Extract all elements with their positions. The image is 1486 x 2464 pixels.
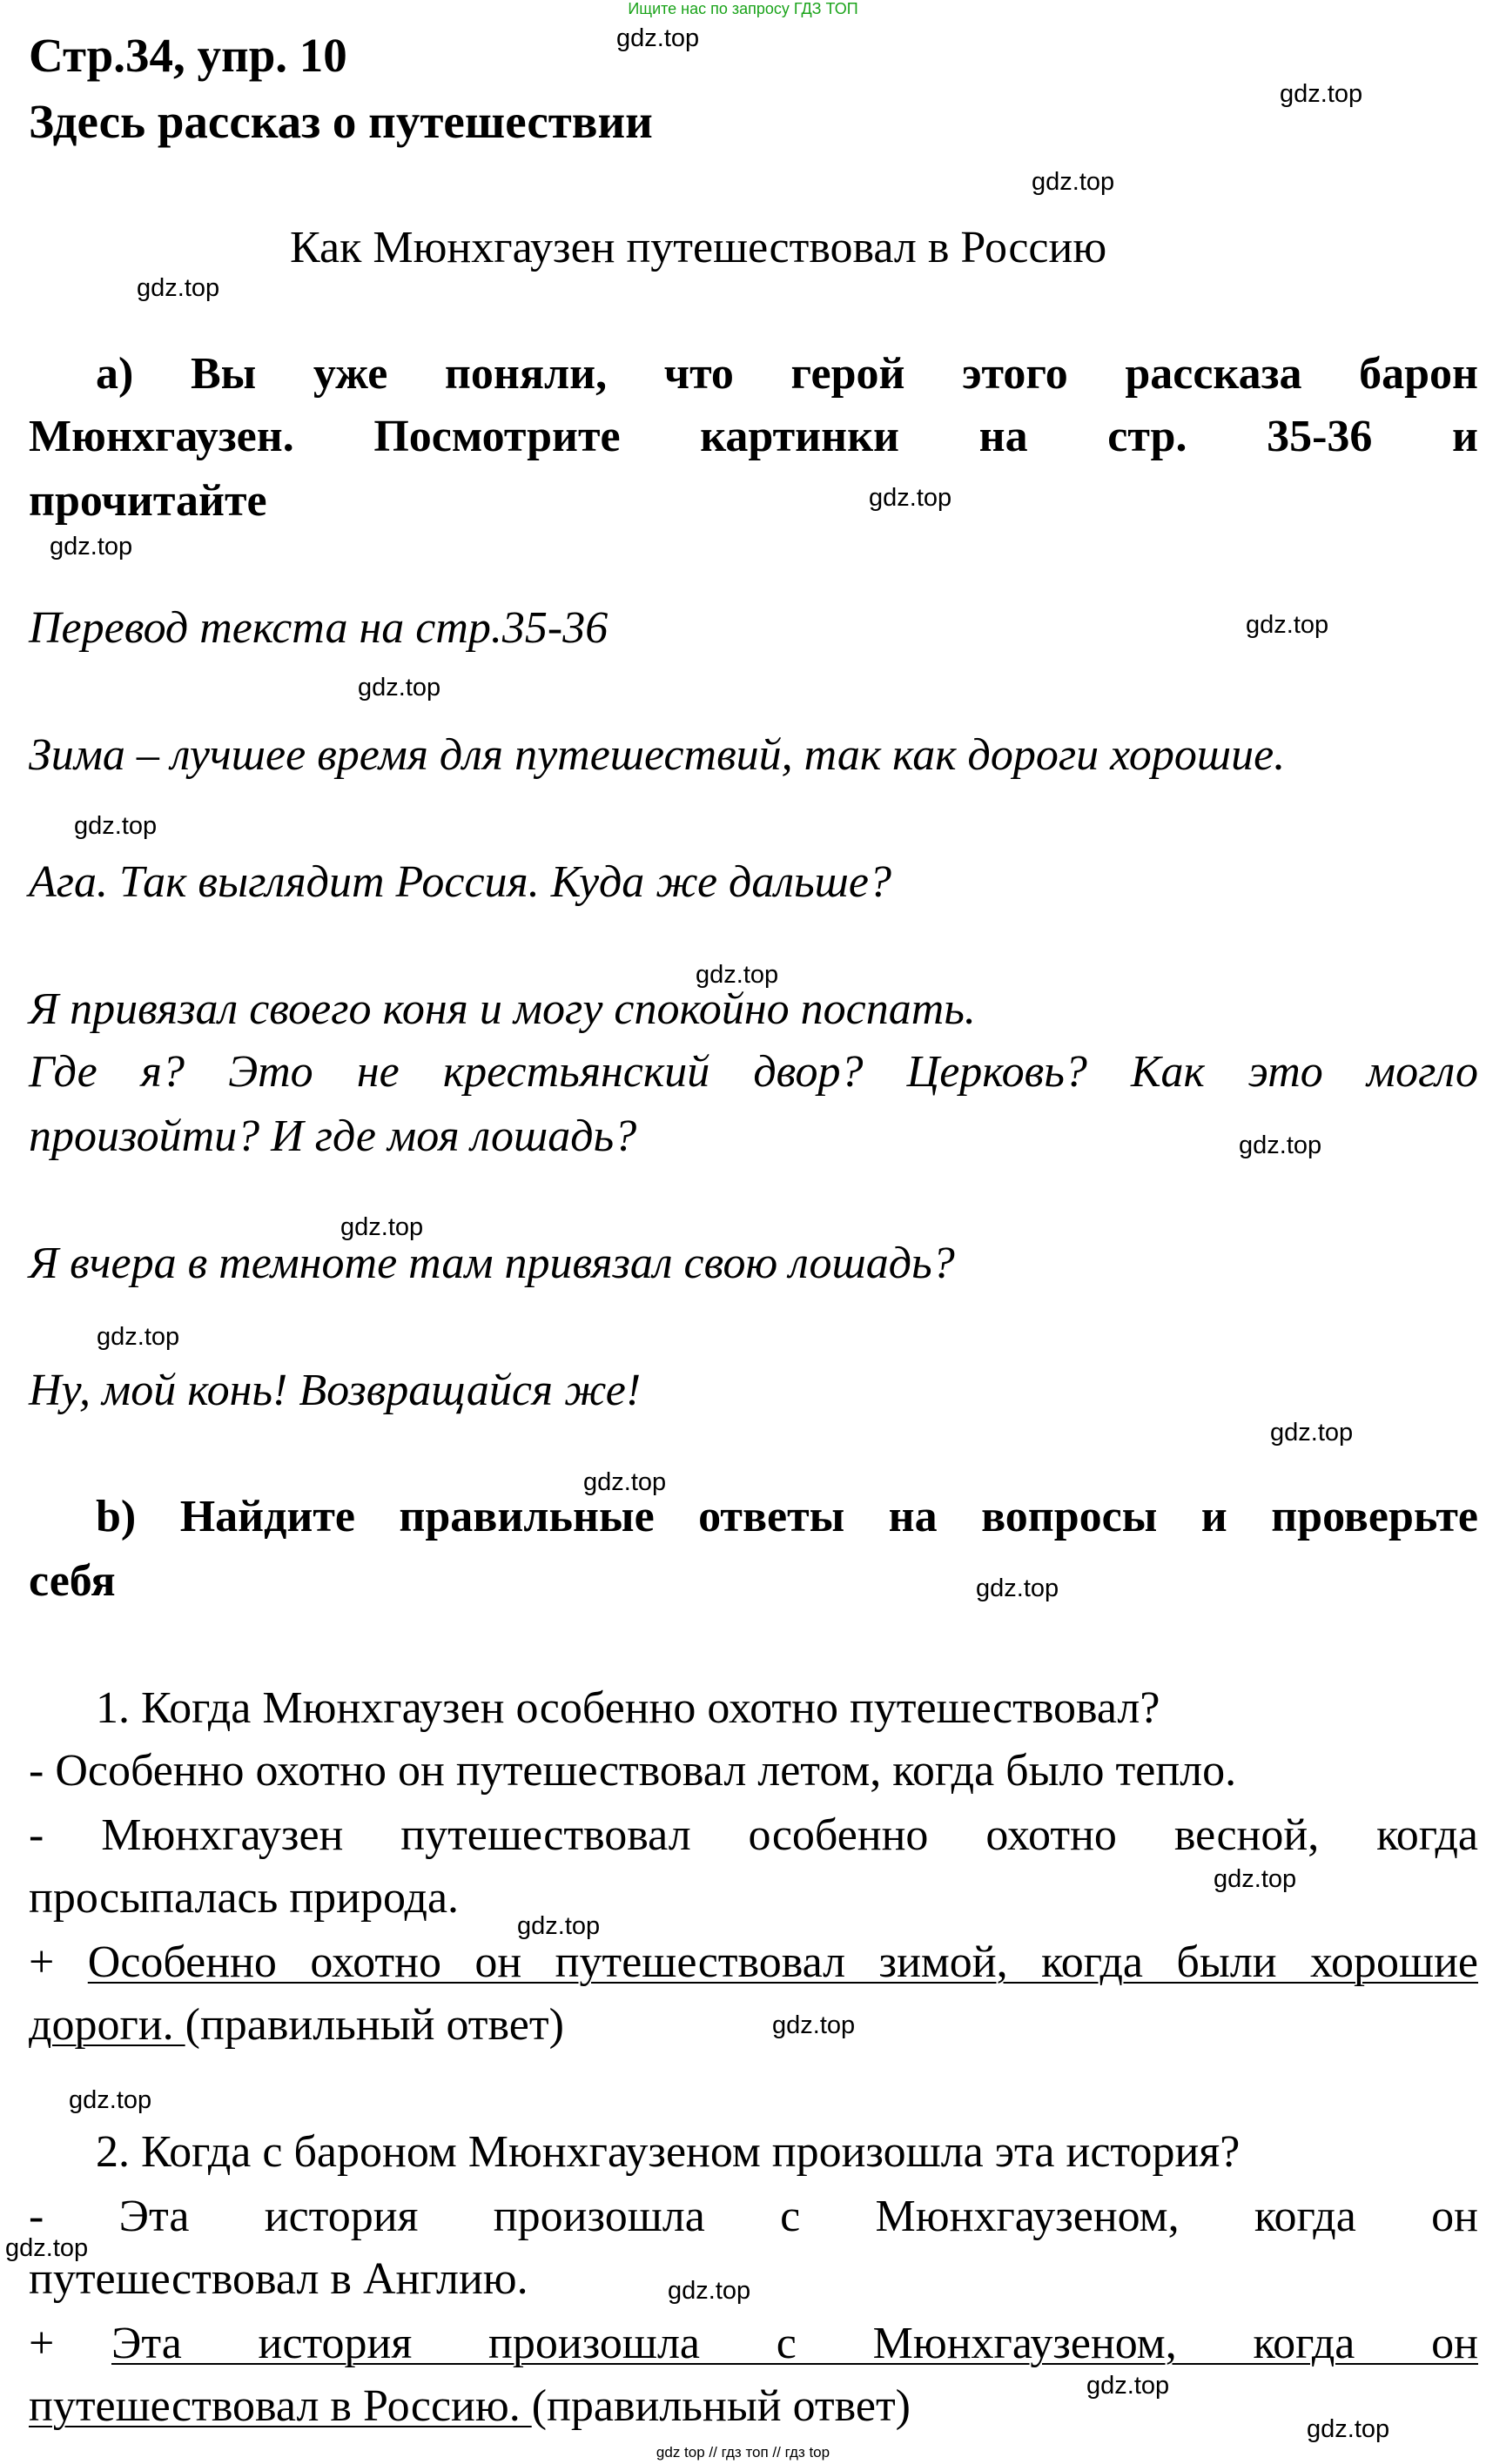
translation-p4-line2: произойти? И где моя лошадь? bbox=[29, 1111, 637, 1161]
watermark: gdz.top bbox=[1032, 168, 1115, 196]
watermark: gdz.top bbox=[1214, 1865, 1297, 1893]
question-1: 1. Когда Мюнхгаузен особенно охотно путешествовал? bbox=[96, 1683, 1160, 1733]
top-search-note: Ищите нас по запросу ГДЗ ТОП bbox=[628, 0, 858, 17]
watermark: gdz.top bbox=[696, 961, 779, 989]
watermark: gdz.top bbox=[583, 1468, 667, 1496]
translation-p5: Я вчера в темноте там привязал свою лошадь? bbox=[29, 1239, 955, 1288]
watermark: gdz.top bbox=[616, 24, 700, 52]
q2-answer-1-line2: путешествовал в Англию. bbox=[29, 2254, 528, 2304]
q1-correct-answer-text: Особенно охотно он путешествовал зимой, когда были хорошие bbox=[87, 1937, 1479, 1987]
q2-answer-1-line1: - Эта история произошла с Мюнхгаузеном, когда он bbox=[29, 2192, 1478, 2241]
task-a-text: Вы уже поняли, что герой этого рассказа барон bbox=[190, 349, 1479, 399]
q2-correct-answer-text: Эта история произошла с Мюнхгаузеном, когда он bbox=[111, 2319, 1478, 2368]
watermark: gdz.top bbox=[358, 674, 441, 702]
watermark: gdz.top bbox=[74, 812, 158, 840]
q1-answer-2-line1: - Мюнхгаузен путешествовал особенно охотно весной, когда bbox=[29, 1810, 1478, 1860]
watermark: gdz.top bbox=[69, 2086, 152, 2114]
q2-answer-2-line2 bbox=[29, 2380, 911, 2432]
q2-answer-2-line1 bbox=[111, 2318, 1478, 2369]
task-a-line1 bbox=[29, 348, 1478, 399]
task-b-text: Найдите правильные ответы на вопросы и проверьте bbox=[179, 1492, 1478, 1541]
q1-answer-2-line2: просыпалась природа. bbox=[29, 1873, 460, 1923]
watermark: gdz.top bbox=[517, 1912, 601, 1940]
q1-correct-answer-end: дороги. bbox=[29, 2000, 185, 2050]
q1-answer-3-line1 bbox=[29, 1937, 1478, 1988]
translation-p3: Я привязал своего коня и могу спокойно поспать. bbox=[29, 984, 976, 1034]
watermark: gdz.top bbox=[1246, 611, 1329, 639]
watermark: gdz.top bbox=[1086, 2372, 1170, 2400]
watermark: gdz.top bbox=[772, 2011, 856, 2039]
watermark: gdz.top bbox=[976, 1574, 1059, 1602]
question-2: 2. Когда с бароном Мюнхгаузеном произошла эта история? bbox=[96, 2127, 1241, 2177]
watermark: gdz.top bbox=[97, 1323, 180, 1351]
watermark: gdz.top bbox=[869, 484, 952, 512]
task-b-label: b) bbox=[96, 1492, 137, 1541]
task-a-label: а) bbox=[96, 349, 134, 399]
watermark: gdz.top bbox=[1239, 1131, 1322, 1159]
correct-mark-prefix: + bbox=[29, 1937, 88, 1987]
story-title: Как Мюнхгаузен путешествовал в Россию bbox=[290, 223, 1107, 272]
task-b-line2: себя bbox=[29, 1556, 116, 1606]
watermark: gdz.top bbox=[5, 2234, 89, 2262]
q1-answer-1: - Особенно охотно он путешествовал летом, когда было тепло. bbox=[29, 1746, 1237, 1796]
translation-title: Перевод текста на стр.35-36 bbox=[29, 603, 609, 653]
watermark: gdz.top bbox=[1307, 2415, 1390, 2443]
task-b-line1 bbox=[29, 1491, 1478, 1542]
q2-correct-answer-end: путешествовал в Россию. bbox=[29, 2381, 532, 2431]
watermark: gdz.top bbox=[340, 1213, 424, 1241]
q1-correct-label: (правильный ответ) bbox=[185, 2000, 564, 2050]
watermark: gdz.top bbox=[137, 274, 220, 302]
translation-p4-line1: Где я? Это не крестьянский двор? Церковь? Как это могло bbox=[29, 1047, 1478, 1097]
page-reference-heading: Стр.34, упр. 10 bbox=[29, 29, 347, 82]
q2-answer-2-prefix: + bbox=[29, 2319, 55, 2368]
translation-p2: Ага. Так выглядит Россия. Куда же дальше? bbox=[29, 857, 891, 907]
footer-note: gdz top // гдз топ // гдз top bbox=[656, 2444, 830, 2461]
task-a-line2: Мюнхгаузен. Посмотрите картинки на стр. 35-36 и bbox=[29, 412, 1478, 461]
translation-p1: Зима – лучшее время для путешествий, так как дороги хорошие. bbox=[29, 730, 1286, 780]
watermark: gdz.top bbox=[1280, 80, 1363, 108]
watermark: gdz.top bbox=[1270, 1419, 1354, 1447]
q2-correct-label: (правильный ответ) bbox=[531, 2381, 911, 2431]
translation-p6: Ну, мой конь! Возвращайся же! bbox=[29, 1366, 642, 1415]
watermark: gdz.top bbox=[668, 2277, 751, 2305]
watermark: gdz.top bbox=[50, 533, 133, 561]
task-a-line3: прочитайте bbox=[29, 476, 267, 526]
q1-answer-3-line2 bbox=[29, 1999, 564, 2051]
subheading: Здесь рассказ о путешествии bbox=[29, 95, 653, 148]
